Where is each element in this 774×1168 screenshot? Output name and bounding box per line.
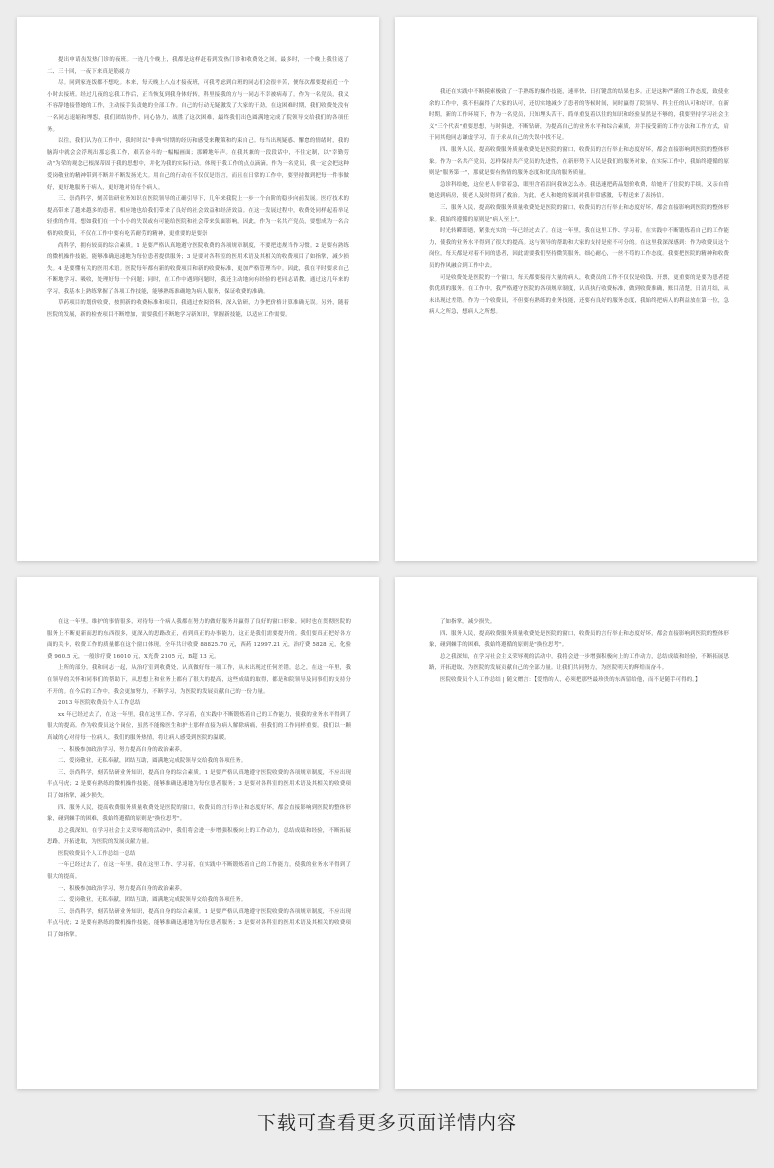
paragraph: 了如指掌，减少损失。 [440,619,496,625]
download-more-caption[interactable]: 下载可查看更多页面详情内容 [256,1112,517,1134]
document-page-4 [395,577,757,1089]
paragraph: 三、崇尚科学，刻苦钻研业务知识在医院领导的正确引导下，几年来我院上一步一个台阶的稳步向前发展。医疗技术的提高带来了越来越多的患者，相应地也给我们带来了良好的社会效益和经济效益。在这一发展过程中，收费处同样起着举足轻重的作用，想如我们在一个小小的失误或有可能给医院和社会带来负面影响，因此，作为一名共产党员，要想成为一名合格的收费员，不仅在工作中要有吃苦耐劳的精神，更重要的是要崇 [47,196,349,237]
paragraph: xx 年已经过去了，在这一年里，我在这里工作、学习着，在实践中不断锻炼着自己的工作能力，使我的业务水平得到了很大的提高。作为收费员这个岗位，虽然不能像医生和护士那样直接为病人解除病痛，但我们的工作同样重要。我们以一颗真诚的心对待每一位病人，我们的服务热情，将让病人感受到医院的温暖。 [47,711,351,741]
paragraph: 三、崇尚科学，刻苦钻研业务知识，提高自身的综合素质。1 是要严格认真地遵守医院收费的各项规章制度，不应出现半点马虎；2 是要有熟练的微机操作技能，能够准确迅速地为每位患者服务；3 是要对各科室的医用术语及其相关的收费项目了如指掌。 [47,908,351,939]
paragraph: 一年已经过去了，在这一年里，我在这里工作、学习着，在实践中不断锻炼着自己的工作能力，使我的业务水平得到了很大的提高。 [47,862,351,881]
paragraph: 以往，我们认为在工作中，我时时以"非典"时期的经历和感受来鞭策和约束自己。每当出现疑惑、懈怠的情绪时，我的脑海中就会会浮现出那忘我工作，艰苦奋斗的一幅幅画面；那瞬地年声。在我其兼的一段段话中，不住定制，以"幸勤劳动"为荣的观念已根深蒂固于我的思想中，并化为我的实际行动。体现于我工作的点点滴滴。作为一名党员，我一定会把这种爱岗敬业的精神带到不断并不断发扬光大。用自己的行动在不仅仅是语言，而且在日常的工作中，要坚持做到把每一件事做好，更好地服务于病人，更好地对待每个病人。 [47,138,349,191]
paragraph: 一、积极参加政治学习，努力提高自身的政治素养。 [58,746,186,753]
paragraph: 时光转瞬即逝，紧张充实的一年已经过去了。在这一年里，我在这里工作、学习着，在实践中不断锻炼着自己的工作能力，使我的业务水平得到了很大的提高。这与领导的帮助和大家的支持是密不可分的。在这里我深深感到：作为收费员这个岗位，每天都是对着不同的患者，因此需要我们坚持微笑服务，细心耐心，一丝不苟的工作态度。我要把医院的精神和收费员的作风融合到工作中去。 [429,228,729,269]
paragraph: 医院收费员个人工作总结 | 随文赠言：【爱惜的人，必须把那些最珍贵的东西留给他，而不是随手可得的。】 [440,676,701,683]
page-body [47,55,349,322]
page-body [429,87,729,319]
page-body [47,617,351,942]
paragraph: 二、爱岗敬业，无私奉献，团结互助，圆满地完成院领导交给我的各项任务。 [58,897,247,904]
paragraph: 三、服务人民，提高收费服务质量收费处是医院的窗口，收费员的言行举止和态度好坏，都会直接影响到医院的整体形象。我始终遵循的原则是"病人至上"。 [429,204,729,223]
paragraph: 四、服务人民，提高收费服务质量收费处是医院的窗口，收费员的言行举止和态度好坏，都会直接影响到医院的整体形象。作为一名共产党员，怎样保持共产党员的先进性，在新形势下人民是我们的服务对象，在实际工作中，我始终遵循的原则是"服务第一"，那就是要有热情的服务态度和优良的服务质量。 [429,146,729,177]
document-page-2 [395,17,757,561]
paragraph: 四、服务人民，提高收费服务质量收费处是医院的窗口，收费员的言行举止和态度好坏，都会直接影响到医院的整体形象，碰到棘手的困难，我始终遵循的原则是"换位思考"。 [429,630,729,649]
paragraph: 尚科学，拥有较高的综合素质。1 是要严格认真地遵守医院收费的各项规章制度，不要把违规当作习惯。2 是要有熟练的微机操作技能，能够准确迅速地为每位患者提供服务；3 是要对各科室的医用术语及其相关的收费项目了如指掌，减少损失。4 是要懂有关的医用术语。医院每年都有新的收费项目和新的收费标准，更加严格管理当中。因此，我在平时要求自己不断地学习、吸收，处理好每一个问题；同时，在工作中遇到问题时，我还主动地向有经验的老同志请教。通过这几年来的学习，我基本上熟练掌握了各项工作技能，能够熟练准确地为病人服务，保证收费的准确。 [47,242,349,295]
page-body [429,617,729,687]
paragraph: 一、积极参加政治学习，努力提高自身的政治素养。 [58,885,186,892]
paragraph: 急诊科给她，这位老人非常着急，眼里含着泪问我该怎么办。我迅速把药品划价收费，给她开了住院的手续，又亲自将她送到病房，使老人及时得到了救治。为此，老人和她的家属对我非常感激，专程送来了表扬信。 [429,181,729,200]
paragraph: 我还在实践中不断摸索极致了一手熟练的操作技能，速率快、日打键盘的结果也多。正是这种严谨的工作态度，致使业余的工作中，我不但赢得了大家的认可，还切实地减少了患者的等候时间，同时赢得了院领导、科主任的认可和好评。在新时期，新的工作环境下，作为一名党员，只知埋头苦干、简单重复着以往的知识和经验显然是不够的，我要坚持学习社会主义"三个代表"重要思想，与时俱进，不断钻研，为提高自己的业务水平和综合素质，并手接受新的工作方法和工作方式，肩于同其他同志谦虚学习，肯于求从自己的失误中找不足。 [429,89,729,142]
paragraph: 总之我深知，在学习社会主义荣辱观的活动中，我们将会进一步增强积极向上的工作动力，总结成绩和经验，不断拓展思路，开拓进取，为医院的发展贡献力量。 [47,827,351,846]
paragraph: 四、服务人民，提高收费服务质量收费处是医院的窗口，收费员的言行举止和态度好坏，都会直接影响到医院的整体形象，碰到棘手的困难，我始终遵循的原则是"换位思考"。 [47,804,351,823]
paragraph: 可是收费处是医院的一个窗口，每天都要接待大量的病人，收费员的工作不仅仅是收钱、开票，更重要的是要为患者提供优质的服务。在工作中，我严格遵守医院的各项规章制度，认真执行收费标准，做到收费准确，账目清楚，日清月结，从未出现过差错。作为一个收费员，不但要有熟练的业务技能，还要有良好的服务态度，我始终把病人的利益放在第一位，急病人之所急，想病人之所想。 [429,274,729,316]
paragraph: 2013 年医院收费员个人工作总结 [58,700,141,707]
paragraph: 上所的部分，我和同志一起，从治疗室到收费处，认真做好每一项工作，从未出现过任何差错。总之，在这一年里，我在领导的关怀和同事们的帮助下，从思想上和业务上都有了很大的提高，这些成绩的取得，都是和院领导及同事们的支持分不开的。在今后的工作中，我会更加努力，不断学习，为医院的发展贡献自己的一份力量。 [47,665,351,695]
paragraph: 草药项目的划价收费，按照新的收费标准和项目，我通过查阅资料，深入钻研，力争把价格计算准确无误。另外，随着医院的发展，新的检查项目不断增加，需要我们不断地学习新知识，掌握新技能，以适应工作需要。 [47,300,349,319]
paragraph: 在这一年里，维护的事情很多，对待每一个病人我都在努力的做好服务并赢得了良好的窗口形象。同时也在贯彻医院的服务上不断更新而思的东西很多，更深入的思路改正，看到真正的办事能力，这正是我们需要提升的。我们要真正把好各方面的关卡，收费工作的质量都在这个窗口体现。全年共计收费 88825.70 元，西药 12997.21 元，治疗费 5828 元，化验费 960.5 元，一般诊疗费 16010 元，X光费 2105 元，B超 13 元。 [47,619,351,660]
paragraph: 总之我深知，在学习社会主义荣辱观的活动中，我将会进一步增强积极向上的工作动力，总结成绩和经验，不断拓展思路，开拓进取，为医院的发展贡献自己的全部力量。让我们共同努力，为医院明天的辉煌而奋斗。 [429,653,729,672]
paragraph: 尽。同到家连饭都不想吃。本来，每天晚上八点才接夜班，可我考虑到白班的同志们会很辛苦，便每次都要提前近一个小时去接班。经过几夜的忘我工作后，正当恢复到我身体好转，科里接我的方与一同志不幸被病毒了。作为一名党员，我义不容辞地接替她的工作，主动接手负责她的全部工作。自己的行动无疑激发了大家的干劲，在这困难时期，我们收费处没有一名同志退缩和埋怨，我们团结协作，同心协力，战胜了这次困难，最终我们出色圆满地完成了院领导交给我们的各项任务。 [47,80,349,133]
document-page-1 [17,17,379,561]
paragraph: 提出申请齿发热门诊的夜班。一连几个晚上，我都是这样赶着到发热门诊和收费处之间，最多时，一个晚上我往返了二、三十回，一夜下来真是筋疲力 [47,57,349,75]
document-page-3 [17,577,379,1089]
paragraph: 三、崇尚科学，刻苦钻研业务知识，提高自身的综合素质。1 是要严格认真地遵守医院收费的各项规章制度，不应出现半点马虎；2 是要有熟练的微机操作技能，能够准确迅速地为每位患者服务；3 是要对各科室的医用术语及其相关的收费项目了如指掌，减少损失。 [47,769,351,799]
paragraph: 二、爱岗敬业，无私奉献，团结互助，圆满地完成院领导交给我的各项任务。 [58,758,247,765]
paragraph: 医院收费员个人工作总结一总结 [58,850,136,857]
